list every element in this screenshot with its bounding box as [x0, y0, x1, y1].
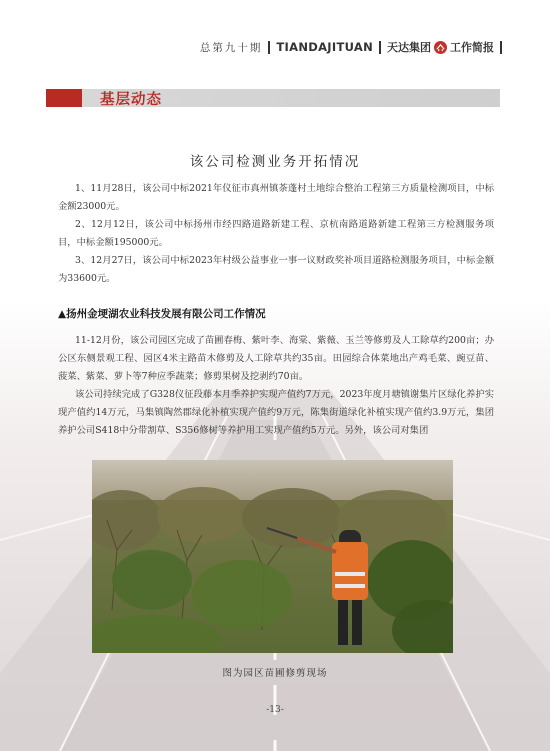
- article-paragraph: 该公司持续完成了G328仪征段藤本月季养护实现产值约7万元，2023年度月塘镇谢集片区绿化养护实现产值约14万元，马集镇陶然郡绿化补植实现产值约9万元，陈集街道绿化补植实现产值约3.9万元，集团养护公司S418中分带割草、S356修树等养护用工实现产值约5万元。另外，该公司对集团: [58, 389, 494, 436]
- section-banner-accent: [46, 89, 82, 107]
- page-header: [200, 38, 502, 56]
- article-paragraph: 11-12月份，该公司园区完成了苗圃春梅、紫叶李、海棠、紫薇、玉兰等修剪及人工除草约200亩；办公区东侧景观工程、园区4米主路苗木修剪及人工除草共约35亩。田园综合体菜地出产鸡毛菜、豌豆苗、菠菜、紫菜、萝卜等7种应季蔬菜；修剪果树及挖剥约70亩。: [58, 335, 494, 382]
- brand-name: TIANDAJITUAN: [276, 40, 373, 54]
- page-number: -13-: [266, 705, 284, 715]
- header-separator: [379, 41, 381, 54]
- section-banner: [46, 89, 500, 107]
- article-paragraph: 2、12月12日，该公司中标扬州市经四路道路新建工程、京杭南路道路新建工程第三方检测服务项目，中标金额195000元。: [58, 219, 494, 248]
- bulletin-name: 工作简报: [450, 41, 494, 54]
- group-logo-row: [387, 39, 494, 55]
- issue-number: 总第九十期: [199, 41, 263, 54]
- group-name: 天达集团: [387, 41, 431, 54]
- nursery-pruning-photo: [92, 460, 453, 653]
- tianda-logo-icon: [434, 41, 447, 54]
- photo-caption: 图为园区苗圃修剪现场: [222, 668, 328, 679]
- section-label: 基层动态: [100, 91, 162, 108]
- header-separator: [500, 41, 502, 54]
- article-title: 该公司检测业务开拓情况: [189, 154, 361, 170]
- article-paragraph: 1、11月28日，该公司中标2021年仪征市真州镇茶蓬村土地综合整治工程第三方质量检测项目，中标金额23000元。: [58, 183, 494, 212]
- header-separator: [268, 41, 270, 54]
- article-subheading: ▲扬州金埂湖农业科技发展有限公司工作情况: [58, 308, 266, 320]
- article-paragraph: 3、12月27日，该公司中标2023年村级公益事业一事一议财政奖补项目道路检测服务项目，中标金额为33600元。: [58, 255, 494, 284]
